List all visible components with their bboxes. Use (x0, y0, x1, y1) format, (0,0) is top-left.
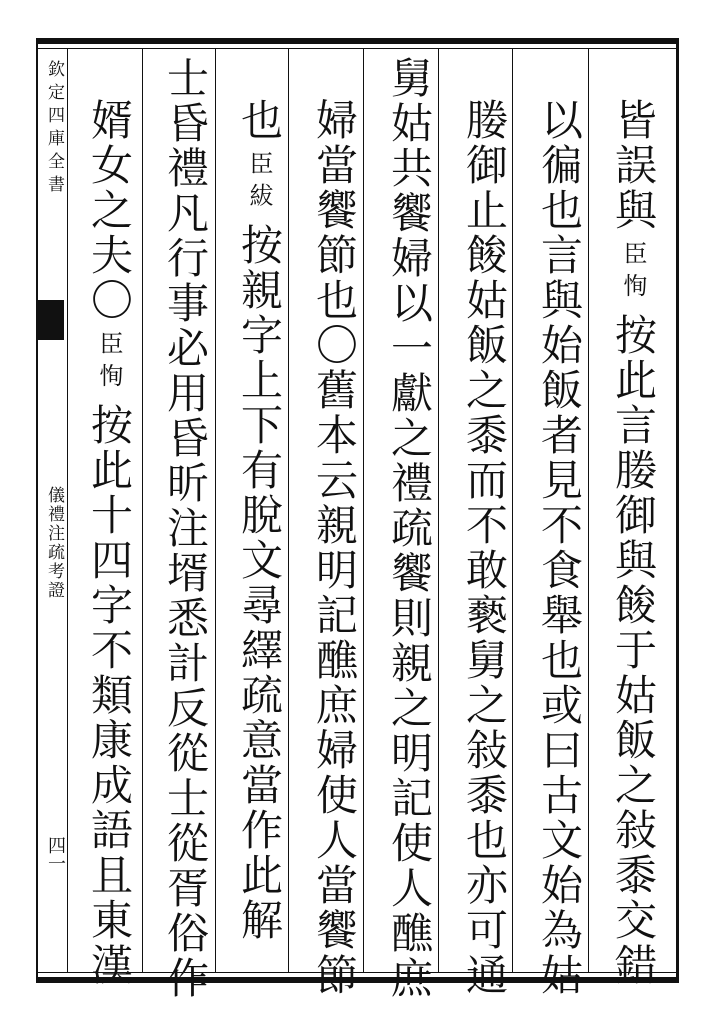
page-number: 四一 (45, 836, 66, 872)
column-main-text: 以徧也言與始飯者見不食舉也或曰古文始為姑 (535, 98, 584, 998)
text-column-2 (528, 98, 590, 998)
column-note: 臣恂 (95, 331, 123, 395)
inner-top-rule (36, 48, 679, 49)
column-note: 臣恂 (619, 241, 647, 305)
column-main-text: 婿女之夫〇 (85, 98, 134, 323)
frame-right-rule (676, 38, 679, 983)
column-main-text: 舅姑共饗婦以一獻之禮疏饗則親之明記使人醮庶 (385, 56, 434, 1001)
column-rest-text: 按此十四字不類康成語且東漢 (85, 403, 134, 988)
collection-title: 欽定四庫全書 (44, 60, 64, 198)
text-column-6 (228, 98, 290, 943)
column-main-text: 婦當饗節也〇舊本云親明記醮庶婦使人當饗節 (310, 98, 359, 998)
text-column-4 (378, 56, 440, 1001)
column-main-text: 皆誤與 (609, 98, 658, 233)
column-divider (67, 48, 68, 972)
text-column-1 (602, 98, 664, 988)
text-column-8 (78, 98, 140, 988)
column-divider (142, 48, 143, 972)
book-title: 儀禮注疏考證 (44, 486, 64, 600)
column-main-text: 也 (235, 98, 284, 143)
fishtail-mark (36, 300, 64, 340)
page-margin (38, 48, 66, 972)
text-column-3 (453, 98, 515, 998)
text-column-5 (303, 98, 365, 998)
column-main-text: 士昏禮凡行事必用昏昕注壻悉計反從士從胥俗作 (161, 56, 210, 1001)
text-column-7 (154, 56, 216, 1001)
column-note: 臣紱 (245, 151, 273, 215)
column-rest-text: 按親字上下有脫文尋繹疏意當作此解 (235, 223, 284, 943)
column-rest-text: 按此言媵御與餕于姑飯之敍黍交錯 (609, 313, 658, 988)
column-main-text: 媵御止餕姑飯之黍而不敢褻舅之敍黍也亦可通 (460, 98, 509, 998)
